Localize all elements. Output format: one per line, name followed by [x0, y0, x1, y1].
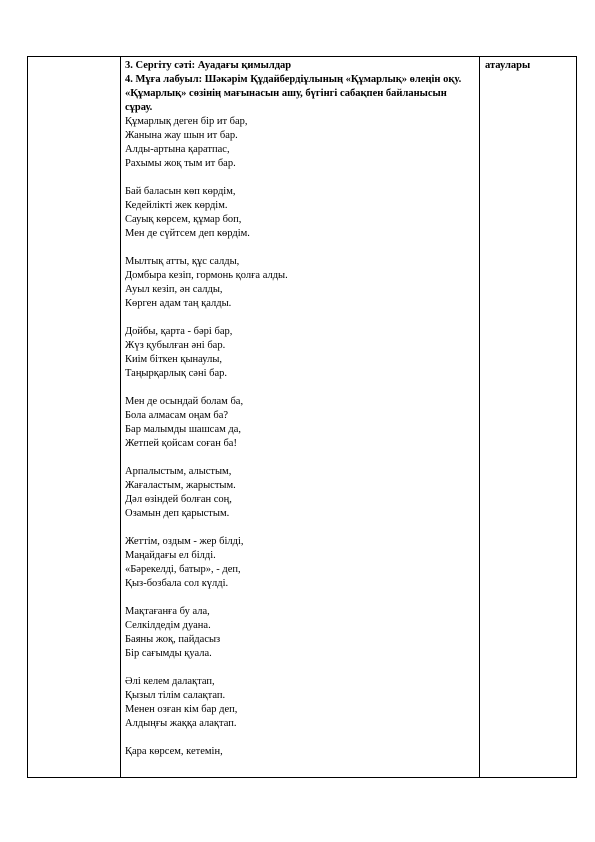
poem-line: Баяны жоқ, пайдасыз [125, 634, 221, 645]
poem-stanza [125, 255, 475, 311]
poem-line: Бола алмасам оңам ба? [125, 410, 229, 421]
lesson-table [27, 56, 577, 778]
poem-stanza [125, 185, 475, 241]
poem-stanza [125, 465, 475, 521]
poem-line: Бай баласын көп көрдім, [125, 186, 236, 197]
step3-heading: 3. Сергіту сәті: Ауадағы қимылдар [125, 60, 292, 71]
poem-stanza [125, 395, 475, 451]
poem-line: Мақтағанға бу ала, [125, 606, 210, 617]
poem-line: Озамын деп қарыстым. [125, 508, 230, 519]
poem-line: Менен озған кім бар деп, [125, 704, 238, 715]
poem-line: Селкілдедім дуана. [125, 620, 211, 631]
poem-line: Құмарлық деген бір ит бар, [125, 116, 248, 127]
main-content-cell [121, 57, 480, 778]
right-column-cell [480, 57, 577, 778]
poem-line: Кедейлікті жек көрдім. [125, 200, 228, 211]
poem-line: Дойбы, қарта - бәрі бар, [125, 326, 233, 337]
poem-line: Жанына жау шын ит бар. [125, 130, 238, 141]
poem-stanza [125, 675, 475, 731]
poem-line: Рахымы жоқ тым ит бар. [125, 158, 236, 169]
poem-stanza [125, 535, 475, 591]
poem-line: Бар малымды шашсам да, [125, 424, 242, 435]
poem-line: «Бәрекелді, батыр», - деп, [125, 564, 241, 575]
poem-line: Алды-артына қаратпас, [125, 144, 230, 155]
poem-line: Киім біткен қынаулы, [125, 354, 223, 365]
poem-line: Мылтық атты, құс салды, [125, 256, 240, 267]
poem-stanza [125, 325, 475, 381]
poem-line: Арпалыстым, алыстым, [125, 466, 232, 477]
poem-line: Таңырқарлық сәні бар. [125, 368, 227, 379]
poem-line: Домбыра кезіп, гормонь қолға алды. [125, 270, 288, 281]
poem-line: Қызыл тілім салақтап. [125, 690, 226, 701]
poem-line: Көрген адам таң қалды. [125, 298, 232, 309]
left-column-cell [28, 57, 121, 778]
step4-heading: 4. Мұға лабуыл: Шәкәрім Құдайбердіұлының «Құмарлық» өлеңін оқу. «Құмарлық» сөзінің мағынасын ашу, бүгінгі сабақпен байланысын сұрау. [125, 74, 462, 113]
poem-line: Мен де осындай болам ба, [125, 396, 244, 407]
poem-line: Жеттім, оздым - жер білді, [125, 536, 244, 547]
poem-line: Қыз-бозбала сол күлді. [125, 578, 229, 589]
poem-line: Маңайдағы ел білді. [125, 550, 216, 561]
poem-line: Жетпей қойсам соған ба! [125, 438, 237, 449]
table-row [28, 57, 577, 778]
poem-stanza [125, 605, 475, 661]
poem-line: Жағаластым, жарыстым. [125, 480, 236, 491]
poem-line: Дәл өзіндей болған соң, [125, 494, 232, 505]
poem-line: Әлі келем далақтап, [125, 676, 215, 687]
poem-line: Жүз қубылған әні бар. [125, 340, 226, 351]
poem-line: Ауыл кезіп, ән салды, [125, 284, 223, 295]
poem-line: Бір сағымды қуала. [125, 648, 212, 659]
poem-stanza [125, 115, 475, 171]
poem-line: Сауық көрсем, құмар боп, [125, 214, 242, 225]
poem-line: Қара көрсем, кетемін, [125, 746, 223, 757]
side-note: атаулары [485, 60, 531, 71]
poem-line: Мен де сүйтсем деп көрдім. [125, 228, 250, 239]
poem-line: Алдыңғы жаққа алақтап. [125, 718, 237, 729]
poem-stanza [125, 745, 475, 759]
poem [125, 115, 475, 759]
